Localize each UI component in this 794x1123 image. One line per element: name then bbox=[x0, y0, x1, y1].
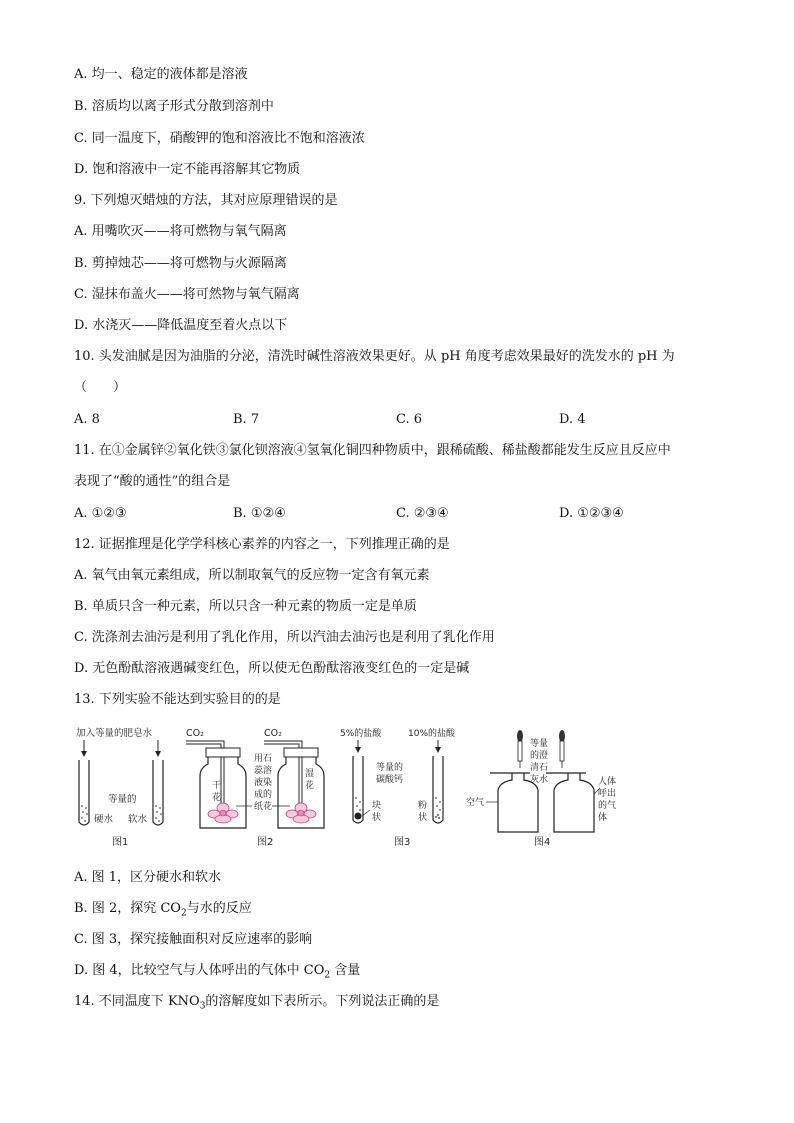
fig4-exhaled-label-3: 的气 bbox=[598, 801, 617, 811]
q8-option-a: A. 均一、稳定的液体都是溶液 bbox=[74, 67, 248, 82]
q10-stem: 10. 头发油腻是因为油脂的分泌，清洗时碱性溶液效果更好。从 pH 角度考虑效果最好的洗发水的 pH 为 bbox=[74, 349, 675, 364]
fig2-co2-left: CO₂ bbox=[186, 728, 204, 739]
figure-1-hard-soft-water bbox=[76, 727, 163, 848]
fig2-flower-left bbox=[208, 803, 238, 823]
fig4-lime-label-4: 灰水 bbox=[530, 775, 549, 785]
fig2-paper-label-3: 液染 bbox=[254, 778, 273, 788]
fig3-middle-label-2: 碳酸钙 bbox=[376, 775, 404, 785]
fig3-caption: 图3 bbox=[394, 837, 411, 848]
fig1-middle-label: 等量的 bbox=[108, 794, 137, 805]
fig2-caption: 图2 bbox=[257, 837, 274, 848]
q10-option-c: C. 6 bbox=[396, 412, 423, 427]
q12-option-b: B. 单质只含一种元素，所以只含一种元素的物质一定是单质 bbox=[74, 599, 417, 614]
q14-stem-post: 的溶解度如下表所示。下列说法正确的是 bbox=[205, 994, 440, 1009]
fig1-tube-hard bbox=[79, 760, 89, 825]
fig2-wet-label-1: 湿 bbox=[305, 769, 315, 779]
q11-option-d: D. ①②③④ bbox=[559, 506, 624, 521]
q9-option-b: B. 剪掉烛芯——将可燃物与火源隔离 bbox=[74, 256, 287, 271]
q9-option-c: C. 湿抹布盖火——将可然物与氧气隔离 bbox=[74, 287, 300, 302]
q14-stem-pre: 14. 不同温度下 KNO bbox=[74, 994, 200, 1009]
figure-4-co2-content bbox=[466, 730, 616, 848]
q9-option-d: D. 水浇灭——降低温度至着火点以下 bbox=[74, 318, 288, 333]
fig3-block-label-1: 块 bbox=[372, 801, 382, 811]
q11-option-c: C. ②③④ bbox=[396, 506, 449, 521]
figure-2-co2-water bbox=[186, 728, 324, 848]
fig2-paper-label-4: 成的 bbox=[254, 790, 273, 800]
q8-option-c: C. 同一温度下，硝酸钾的饱和溶液比不饱和溶液浓 bbox=[74, 131, 365, 146]
fig2-co2-right: CO₂ bbox=[264, 728, 282, 739]
q9-stem: 9. 下列熄灭蜡烛的方法，其对应原理错误的是 bbox=[74, 193, 338, 208]
fig4-lime-label-3: 清石 bbox=[530, 763, 549, 773]
q13-option-d-post: 含量 bbox=[330, 963, 361, 978]
fig3-tube-right bbox=[433, 756, 443, 823]
q13-option-b bbox=[74, 901, 252, 922]
q13-option-b-sub: 2 bbox=[180, 908, 187, 919]
fig4-air-label: 空气 bbox=[466, 798, 485, 808]
fig4-lime-label-1: 等量 bbox=[530, 739, 549, 749]
q11-option-a: A. ①②③ bbox=[74, 506, 127, 521]
fig4-lime-label-2: 的澄 bbox=[530, 751, 549, 761]
q12-option-a: A. 氧气由氧元素组成，所以制取氧气的反应物一定含有氧元素 bbox=[74, 568, 430, 583]
fig3-block-label-2: 状 bbox=[372, 813, 382, 823]
q13-option-b-pre: B. 图 2，探究 CO bbox=[74, 901, 181, 916]
q12-option-c: C. 洗涤剂去油污是利用了乳化作用，所以汽油去油污也是利用了乳化作用 bbox=[74, 630, 495, 645]
fig4-dropper-left bbox=[517, 730, 523, 768]
fig2-paper-label-1: 用石 bbox=[254, 754, 273, 764]
q11-option-b: B. ①②④ bbox=[233, 506, 286, 521]
q14-stem-sub: 3 bbox=[199, 1001, 206, 1012]
figure-3-reaction-rate bbox=[340, 727, 456, 848]
fig3-acid-10-label: 10%的盐酸 bbox=[408, 729, 456, 739]
q14-stem bbox=[74, 994, 439, 1015]
fig1-arrowhead-left bbox=[81, 751, 87, 757]
fig4-dropper-right bbox=[559, 730, 565, 768]
fig2-dry-label-1: 干 bbox=[212, 781, 222, 791]
q13-option-a: A. 图 1，区分硬水和软水 bbox=[74, 870, 222, 885]
q12-option-d: D. 无色酚酞溶液遇碱变红色，所以使无色酚酞溶液变红色的一定是碱 bbox=[74, 661, 470, 676]
q10-option-b: B. 7 bbox=[233, 412, 260, 427]
q9-option-a: A. 用嘴吹灭——将可燃物与氧气隔离 bbox=[74, 224, 287, 239]
fig3-middle-label-1: 等量的 bbox=[376, 763, 404, 773]
fig1-arrowhead-right bbox=[155, 751, 161, 757]
fig1-caption: 图1 bbox=[112, 837, 129, 848]
q13-stem: 13. 下列实验不能达到实验目的的是 bbox=[74, 692, 281, 707]
q8-option-d: D. 饱和溶液中一定不能再溶解其它物质 bbox=[74, 162, 301, 177]
fig2-stopper-left bbox=[206, 748, 240, 757]
fig1-hard-water-label: 硬水 bbox=[94, 814, 114, 825]
fig4-exhaled-label-1: 人体 bbox=[598, 777, 617, 787]
fig4-caption: 图4 bbox=[534, 837, 551, 848]
q10-option-a: A. 8 bbox=[74, 412, 100, 427]
experiment-figure bbox=[68, 724, 668, 852]
fig2-flower-right bbox=[286, 803, 316, 823]
q10-bracket: （ ） bbox=[74, 380, 127, 395]
fig1-tube-soft bbox=[153, 760, 163, 825]
fig2-wet-label-2: 花 bbox=[305, 781, 315, 791]
q13-option-b-post: 与水的反应 bbox=[186, 901, 252, 916]
fig2-dry-label-2: 花 bbox=[212, 793, 222, 803]
fig3-acid-5-label: 5%的盐酸 bbox=[340, 729, 382, 739]
q13-option-d-pre: D. 图 4，比较空气与人体呼出的气体中 CO bbox=[74, 963, 325, 978]
fig3-block-calcium-carbonate bbox=[355, 813, 362, 820]
fig1-soft-water-label: 软水 bbox=[128, 814, 148, 825]
fig1-top-label: 加入等量的肥皂水 bbox=[76, 728, 153, 739]
fig2-paper-label-2: 蕊溶 bbox=[254, 766, 273, 776]
q8-option-b: B. 溶质均以离子形式分散到溶剂中 bbox=[74, 99, 274, 114]
q13-option-d bbox=[74, 963, 360, 984]
fig2-stopper-right bbox=[284, 748, 318, 757]
q13-option-d-sub: 2 bbox=[324, 970, 331, 981]
q13-option-c: C. 图 3，探究接触面积对反应速率的影响 bbox=[74, 932, 313, 947]
fig4-exhaled-label-2: 呼出 bbox=[598, 789, 617, 799]
fig2-paper-label-5: 纸花 bbox=[254, 802, 273, 812]
fig3-powder-label-2: 状 bbox=[418, 813, 428, 823]
fig3-powder-label-1: 粉 bbox=[418, 801, 428, 811]
q11-stem-line1: 11. 在①金属锌②氧化铁③氯化钡溶液④氢氧化铜四种物质中，跟稀硫酸、稀盐酸都能发生反应且反应中 bbox=[74, 443, 671, 458]
fig4-bottle-right bbox=[554, 773, 594, 832]
q10-option-d: D. 4 bbox=[559, 412, 586, 427]
q11-stem-line2: 表现了“酸的通性”的组合是 bbox=[74, 474, 231, 489]
fig4-exhaled-label-4: 体 bbox=[598, 813, 608, 823]
q12-stem: 12. 证据推理是化学学科核心素养的内容之一，下列推理正确的是 bbox=[74, 537, 450, 552]
